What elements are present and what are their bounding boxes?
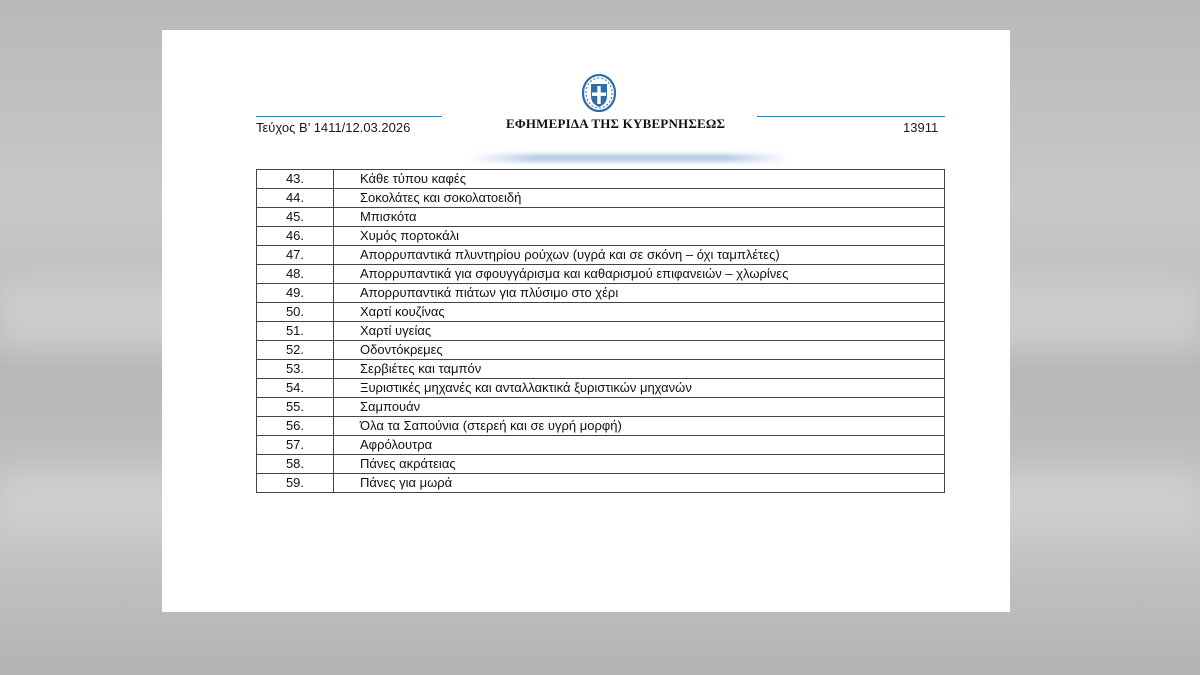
product-name: Απορρυπαντικά πιάτων για πλύσιμο στο χέρι <box>334 284 945 303</box>
product-name: Σοκολάτες και σοκολατοειδή <box>334 189 945 208</box>
table-row <box>257 170 945 189</box>
table-row <box>257 341 945 360</box>
product-name: Όλα τα Σαπούνια (στερεή και σε υγρή μορφή) <box>334 417 945 436</box>
page-number: 13911 <box>903 120 939 135</box>
product-name: Αφρόλουτρα <box>334 436 945 455</box>
product-name: Πάνες ακράτειας <box>334 455 945 474</box>
product-name: Πάνες για μωρά <box>334 474 945 493</box>
table-row <box>257 455 945 474</box>
row-number: 56. <box>257 417 334 436</box>
table-row <box>257 398 945 417</box>
product-name: Κάθε τύπου καφές <box>334 170 945 189</box>
row-number: 58. <box>257 455 334 474</box>
product-name: Απορρυπαντικά πλυντηρίου ρούχων (υγρά και σε σκόνη – όχι ταμπλέτες) <box>334 246 945 265</box>
product-name: Χυμός πορτοκάλι <box>334 227 945 246</box>
table-row <box>257 417 945 436</box>
row-number: 45. <box>257 208 334 227</box>
product-name: Μπισκότα <box>334 208 945 227</box>
row-number: 46. <box>257 227 334 246</box>
row-number: 43. <box>257 170 334 189</box>
table-row <box>257 246 945 265</box>
row-number: 55. <box>257 398 334 417</box>
gazette-title: ΕΦΗΜΕΡΙΔΑ ΤΗΣ ΚΥΒΕΡΝΗΣΕΩΣ <box>506 116 726 131</box>
blurred-highlight-bar <box>470 154 790 162</box>
row-number: 52. <box>257 341 334 360</box>
table-row <box>257 379 945 398</box>
table-row <box>257 208 945 227</box>
table-row <box>257 303 945 322</box>
product-name: Απορρυπαντικά για σφουγγάρισμα και καθαρισμού επιφανειών – χλωρίνες <box>334 265 945 284</box>
table-row <box>257 436 945 455</box>
table-row <box>257 189 945 208</box>
header-rule-right <box>757 116 945 117</box>
products-table <box>256 169 945 493</box>
table-row <box>257 474 945 493</box>
product-name: Χαρτί κουζίνας <box>334 303 945 322</box>
product-name: Χαρτί υγείας <box>334 322 945 341</box>
row-number: 48. <box>257 265 334 284</box>
table-row <box>257 284 945 303</box>
table-row <box>257 227 945 246</box>
product-name: Σερβιέτες και ταμπόν <box>334 360 945 379</box>
table-row <box>257 265 945 284</box>
row-number: 53. <box>257 360 334 379</box>
row-number: 51. <box>257 322 334 341</box>
table-row <box>257 322 945 341</box>
header-rule-left <box>256 116 442 117</box>
row-number: 54. <box>257 379 334 398</box>
greek-coat-of-arms-icon <box>582 74 616 112</box>
row-number: 47. <box>257 246 334 265</box>
product-name: Οδοντόκρεμες <box>334 341 945 360</box>
issue-reference: Τεύχος Β’ 1411/12.03.2026 <box>256 120 411 135</box>
row-number: 50. <box>257 303 334 322</box>
row-number: 57. <box>257 436 334 455</box>
table-row <box>257 360 945 379</box>
row-number: 44. <box>257 189 334 208</box>
row-number: 59. <box>257 474 334 493</box>
row-number: 49. <box>257 284 334 303</box>
product-name: Ξυριστικές μηχανές και ανταλλακτικά ξυριστικών μηχανών <box>334 379 945 398</box>
product-name: Σαμπουάν <box>334 398 945 417</box>
